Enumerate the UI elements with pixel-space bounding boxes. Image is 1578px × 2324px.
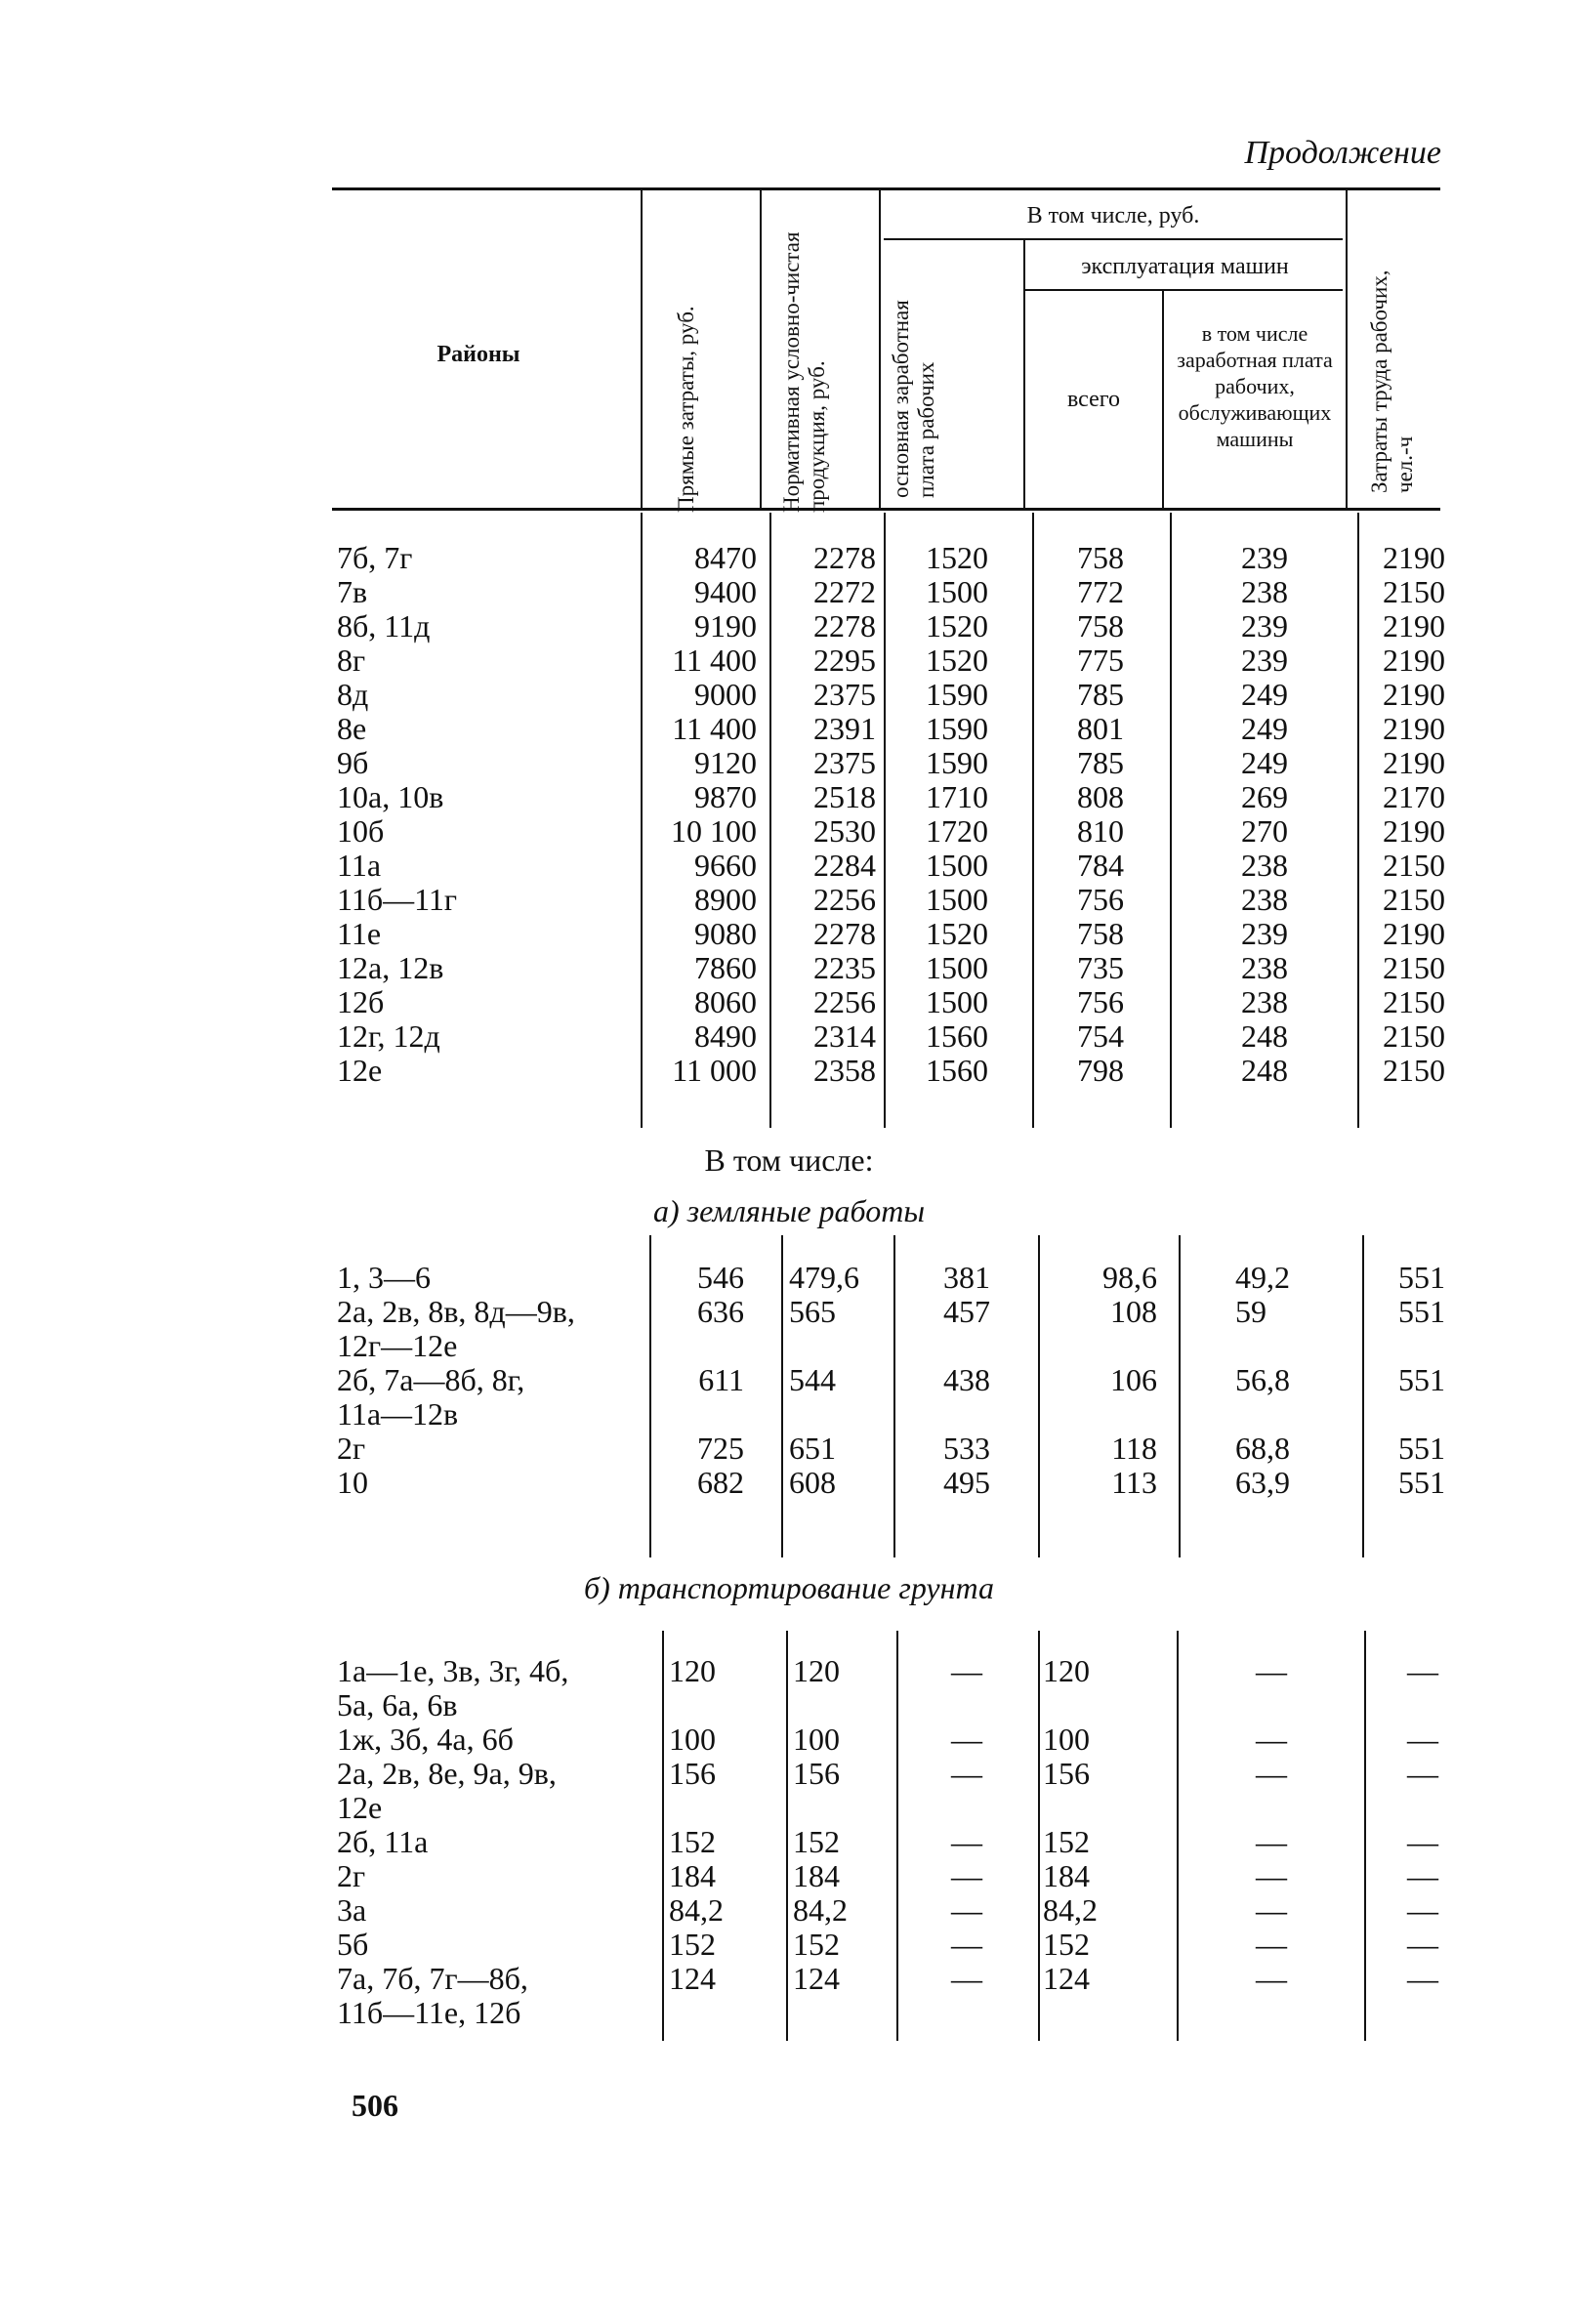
table-cell: 2а, 2в, 8в, 8д—9в, (337, 1294, 575, 1329)
machine-rule (1025, 289, 1343, 291)
header-sep (879, 190, 881, 508)
table-cell: 248 (1241, 1053, 1288, 1088)
table-cell: 113 (1111, 1465, 1157, 1500)
table-cell: 12г—12е (337, 1328, 458, 1363)
table-cell: 9190 (694, 608, 757, 643)
table-cell: 1520 (926, 916, 988, 951)
table-cell: 124 (669, 1961, 716, 1996)
table-cell: 9080 (694, 916, 757, 951)
body-sep (1362, 1235, 1364, 1557)
table-cell: 7а, 7б, 7г—8б, (337, 1961, 528, 1996)
col-base-wage-header: основная заработная плата рабочих (889, 300, 938, 498)
table-cell: — (1256, 1824, 1287, 1859)
table-cell: 5а, 6а, 6в (337, 1687, 458, 1722)
table-cell: 725 (697, 1431, 744, 1466)
table-cell: 1ж, 3б, 4а, 6б (337, 1722, 514, 1757)
table-cell: 2314 (813, 1018, 876, 1054)
table-cell: 5б (337, 1927, 369, 1962)
body-sep (1038, 1631, 1040, 2041)
table-cell: 785 (1077, 677, 1124, 712)
body-sep (1177, 1631, 1179, 2041)
table-cell: 2б, 11а (337, 1824, 429, 1859)
table-cell: 2284 (813, 848, 876, 883)
table-cell: 735 (1077, 950, 1124, 985)
table-cell: 544 (789, 1362, 836, 1397)
table-cell: 608 (789, 1465, 836, 1500)
table-cell: 10а, 10в (337, 779, 444, 814)
table-cell: — (1407, 1824, 1438, 1859)
table-cell: 239 (1241, 916, 1288, 951)
table-cell: 1520 (926, 643, 988, 678)
table-cell: 56,8 (1235, 1362, 1290, 1397)
table-cell: 120 (793, 1653, 840, 1688)
table-cell: 479,6 (789, 1260, 859, 1295)
table-cell: 124 (793, 1961, 840, 1996)
including-label: В том числе: (704, 1142, 874, 1178)
table-cell: 184 (793, 1858, 840, 1893)
table-cell: 758 (1077, 540, 1124, 575)
table-cell: 2190 (1383, 813, 1445, 849)
table-cell: — (1407, 1756, 1438, 1791)
table-cell: 2г (337, 1858, 366, 1893)
table-cell: 98,6 (1102, 1260, 1157, 1295)
table-cell: 1520 (926, 540, 988, 575)
table-cell: 775 (1077, 643, 1124, 678)
table-cell: 2391 (813, 711, 876, 746)
table-cell: 239 (1241, 643, 1288, 678)
table-cell: 2150 (1383, 1018, 1445, 1054)
table-cell: 100 (669, 1722, 716, 1757)
table-cell: 2358 (813, 1053, 876, 1088)
table-cell: 1500 (926, 950, 988, 985)
body-sep (1179, 1235, 1181, 1557)
table-cell: 8д (337, 677, 369, 712)
table-cell: 2150 (1383, 950, 1445, 985)
table-cell: 1590 (926, 677, 988, 712)
table-cell: 106 (1110, 1362, 1157, 1397)
table-cell: 2190 (1383, 916, 1445, 951)
table-cell: 2272 (813, 574, 876, 609)
table-cell: 2б, 7а—8б, 8г, (337, 1362, 525, 1397)
col-machine-header: эксплуатация машин (1081, 254, 1289, 279)
table-cell: 2375 (813, 745, 876, 780)
table-cell: — (1407, 1858, 1438, 1893)
table-cell: 551 (1398, 1431, 1445, 1466)
table-cell: 1560 (926, 1053, 988, 1088)
table-cell: 636 (697, 1294, 744, 1329)
table-cell: 756 (1077, 882, 1124, 917)
table-cell: 49,2 (1235, 1260, 1290, 1295)
table-cell: 8б, 11д (337, 608, 431, 643)
table-cell: 2190 (1383, 745, 1445, 780)
table-cell: 2190 (1383, 711, 1445, 746)
table-cell: 152 (793, 1824, 840, 1859)
header-sep (760, 190, 762, 508)
table-cell: 10 100 (671, 813, 757, 849)
header-sep (641, 190, 643, 508)
table-cell: 156 (669, 1756, 716, 1791)
body-sep (884, 513, 886, 1128)
table-cell: 8470 (694, 540, 757, 575)
col-normative-header: Нормативная условно-чистая продукция, руб. (779, 231, 829, 513)
table-cell: 12а, 12в (337, 950, 444, 985)
table-cell: 2190 (1383, 643, 1445, 678)
table-cell: 1500 (926, 848, 988, 883)
table-cell: 156 (1043, 1756, 1090, 1791)
table-cell: 249 (1241, 711, 1288, 746)
table-cell: 1520 (926, 608, 988, 643)
table-cell: — (1407, 1892, 1438, 1928)
col-total-header: всего (1066, 387, 1121, 412)
table-cell: 12г, 12д (337, 1018, 440, 1054)
table-cell: 84,2 (1043, 1892, 1098, 1928)
table-cell: 798 (1077, 1053, 1124, 1088)
table-cell: 1а—1е, 3в, 3г, 4б, (337, 1653, 569, 1688)
table-cell: 68,8 (1235, 1431, 1290, 1466)
table-cell: 2170 (1383, 779, 1445, 814)
table-cell: 2150 (1383, 882, 1445, 917)
table-cell: 9000 (694, 677, 757, 712)
table-cell: 1590 (926, 745, 988, 780)
table-cell: 8060 (694, 984, 757, 1019)
table-cell: 100 (1043, 1722, 1090, 1757)
table-cell: — (1256, 1961, 1287, 1996)
body-sep (662, 1631, 664, 2041)
header-bottom-rule (332, 508, 1440, 511)
table-cell: — (1407, 1961, 1438, 1996)
table-cell: 381 (943, 1260, 990, 1295)
table-cell: 2278 (813, 916, 876, 951)
table-cell: 682 (697, 1465, 744, 1500)
table-cell: 152 (669, 1927, 716, 1962)
table-cell: 249 (1241, 745, 1288, 780)
table-cell: 2а, 2в, 8е, 9а, 9в, (337, 1756, 557, 1791)
table-cell: 785 (1077, 745, 1124, 780)
table-cell: 565 (789, 1294, 836, 1329)
col-regions-header: Районы (436, 342, 520, 367)
table-cell: 3а (337, 1892, 367, 1928)
table-cell: — (951, 1858, 982, 1893)
table-cell: 11 400 (672, 711, 757, 746)
table-cell: 100 (793, 1722, 840, 1757)
table-cell: — (951, 1722, 982, 1757)
header-sep (1162, 291, 1164, 508)
table-cell: 12б (337, 984, 385, 1019)
table-cell: 2150 (1383, 574, 1445, 609)
table-cell: 2530 (813, 813, 876, 849)
table-cell: 758 (1077, 916, 1124, 951)
table-cell: 59 (1235, 1294, 1267, 1329)
table-cell: 12е (337, 1053, 383, 1088)
table-cell: 1500 (926, 984, 988, 1019)
table-cell: — (1256, 1858, 1287, 1893)
table-cell: 239 (1241, 540, 1288, 575)
page-number: 506 (352, 2088, 398, 2123)
col-direct-costs-header: Прямые затраты, руб. (674, 306, 698, 513)
table-cell: 2278 (813, 540, 876, 575)
page-heading: Продолжение (1244, 135, 1441, 171)
table-cell: 533 (943, 1431, 990, 1466)
table-cell: 546 (697, 1260, 744, 1295)
table-cell: — (1256, 1927, 1287, 1962)
body-sep (786, 1631, 788, 2041)
table-cell: — (951, 1892, 982, 1928)
col-labor-header: Затраты труда рабочих, чел.-ч (1367, 270, 1417, 493)
table-cell: 551 (1398, 1260, 1445, 1295)
table-cell: 9660 (694, 848, 757, 883)
table-cell: — (1256, 1756, 1287, 1791)
table-cell: 9120 (694, 745, 757, 780)
table-cell: 7б, 7г (337, 540, 413, 575)
table-cell: 9870 (694, 779, 757, 814)
table-cell: 269 (1241, 779, 1288, 814)
table-cell: 124 (1043, 1961, 1090, 1996)
table-cell: 2375 (813, 677, 876, 712)
table-cell: 801 (1077, 711, 1124, 746)
body-sep (896, 1631, 898, 2041)
table-cell: 1720 (926, 813, 988, 849)
table-cell: 11а (337, 848, 382, 883)
table-cell: 808 (1077, 779, 1124, 814)
table-cell: 11а—12в (337, 1396, 459, 1432)
body-sep (1357, 513, 1359, 1128)
table-cell: 63,9 (1235, 1465, 1290, 1500)
table-cell: 457 (943, 1294, 990, 1329)
table-cell: 1500 (926, 882, 988, 917)
table-cell: — (1407, 1722, 1438, 1757)
col-including-wage-header: в том числе заработная плата рабочих, обслуживающих машины (1177, 321, 1333, 451)
table-cell: 156 (793, 1756, 840, 1791)
table-cell: 238 (1241, 950, 1288, 985)
table-cell: 8г (337, 643, 366, 678)
table-cell: 152 (1043, 1824, 1090, 1859)
table-cell: — (951, 1927, 982, 1962)
table-cell: 238 (1241, 848, 1288, 883)
table-cell: 611 (698, 1362, 744, 1397)
table-cell: 11е (337, 916, 382, 951)
table-cell: 8490 (694, 1018, 757, 1054)
table-cell: 551 (1398, 1294, 1445, 1329)
section-a-title: а) земляные работы (653, 1193, 925, 1228)
body-sep (641, 513, 643, 1128)
table-cell: 238 (1241, 984, 1288, 1019)
col-including-header: В том числе, руб. (1026, 203, 1200, 228)
table-cell: 2190 (1383, 608, 1445, 643)
table-cell: — (951, 1756, 982, 1791)
table-cell: 108 (1110, 1294, 1157, 1329)
table-cell: 1590 (926, 711, 988, 746)
table-cell: 152 (669, 1824, 716, 1859)
table-cell: 772 (1077, 574, 1124, 609)
table-cell: 2295 (813, 643, 876, 678)
table-cell: 10б (337, 813, 385, 849)
table-cell: 2256 (813, 882, 876, 917)
table-cell: — (951, 1653, 982, 1688)
table-cell: 9б (337, 745, 369, 780)
table-cell: 8е (337, 711, 367, 746)
table-cell: 248 (1241, 1018, 1288, 1054)
body-sep (1032, 513, 1034, 1128)
table-cell: 8900 (694, 882, 757, 917)
table-cell: 11б—11г (337, 882, 458, 917)
section-b-title: б) транспортирование грунта (583, 1570, 994, 1605)
table-cell: 270 (1241, 813, 1288, 849)
table-cell: 2518 (813, 779, 876, 814)
table-cell: 239 (1241, 608, 1288, 643)
table-cell: — (1407, 1927, 1438, 1962)
table-cell: 551 (1398, 1362, 1445, 1397)
table-cell: 1500 (926, 574, 988, 609)
table-cell: 2235 (813, 950, 876, 985)
table-cell: 7860 (694, 950, 757, 985)
table-cell: 249 (1241, 677, 1288, 712)
header-top-rule (332, 187, 1440, 190)
table-cell: — (951, 1961, 982, 1996)
table-cell: 84,2 (793, 1892, 848, 1928)
table-cell: 184 (1043, 1858, 1090, 1893)
table-cell: 1560 (926, 1018, 988, 1054)
table-cell: 2256 (813, 984, 876, 1019)
body-sep (1038, 1235, 1040, 1557)
table-cell: 11б—11е, 12б (337, 1995, 521, 2030)
table-cell: 7в (337, 574, 368, 609)
table-cell: 238 (1241, 574, 1288, 609)
table-cell: 11 400 (672, 643, 757, 678)
table-cell: 551 (1398, 1465, 1445, 1500)
table-cell: 438 (943, 1362, 990, 1397)
table-cell: 152 (1043, 1927, 1090, 1962)
table-cell: 495 (943, 1465, 990, 1500)
body-sep (769, 513, 771, 1128)
table-cell: 9400 (694, 574, 757, 609)
table-cell: 2150 (1383, 1053, 1445, 1088)
table-cell: 84,2 (669, 1892, 724, 1928)
table-cell: 810 (1077, 813, 1124, 849)
table-cell: 784 (1077, 848, 1124, 883)
body-sep (893, 1235, 895, 1557)
table-cell: 756 (1077, 984, 1124, 1019)
table-cell: 2г (337, 1431, 366, 1466)
table-cell: 2278 (813, 608, 876, 643)
table-cell: 152 (793, 1927, 840, 1962)
table-cell: 118 (1111, 1431, 1157, 1466)
table-cell: 2190 (1383, 540, 1445, 575)
header-sep (1023, 240, 1025, 508)
header-sep (1346, 190, 1348, 508)
body-sep (1364, 1631, 1366, 2041)
table-cell: 2190 (1383, 677, 1445, 712)
table-cell: 758 (1077, 608, 1124, 643)
table-cell: 1, 3—6 (337, 1260, 431, 1295)
table-cell: 754 (1077, 1018, 1124, 1054)
including-rule (884, 238, 1343, 240)
table-cell: — (1256, 1722, 1287, 1757)
table-cell: 2150 (1383, 984, 1445, 1019)
table-cell: 1710 (926, 779, 988, 814)
table-cell: 12е (337, 1790, 383, 1825)
table-cell: 120 (1043, 1653, 1090, 1688)
table-cell: 11 000 (672, 1053, 757, 1088)
table-cell: 2150 (1383, 848, 1445, 883)
table-cell: 120 (669, 1653, 716, 1688)
table-cell: 651 (789, 1431, 836, 1466)
table-cell: 238 (1241, 882, 1288, 917)
table-cell: — (951, 1824, 982, 1859)
body-sep (1170, 513, 1172, 1128)
table-cell: — (1256, 1653, 1287, 1688)
table-cell: — (1407, 1653, 1438, 1688)
table-cell: 184 (669, 1858, 716, 1893)
table-cell: 10 (337, 1465, 368, 1500)
body-sep (781, 1235, 783, 1557)
table-cell: — (1256, 1892, 1287, 1928)
